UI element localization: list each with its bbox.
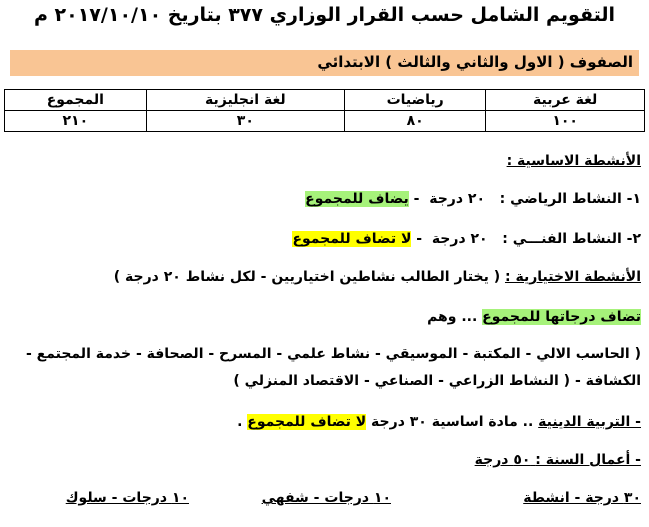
breakdown-behavior: ١٠ درجات - سلوك: [65, 490, 189, 506]
optional-list-line-2: الكشافة - ( النشاط الزراعي - الصناعي - الاقتصاد المنزلي ): [233, 373, 641, 389]
grades-table: [4, 89, 645, 132]
table-cell: ٢١٠: [5, 111, 147, 132]
art-activity-note: لا تضاف للمجموع: [292, 231, 412, 247]
table-header: لغة انجليزية: [146, 90, 344, 111]
optional-activities-line: [114, 269, 641, 285]
table-header: المجموع: [5, 90, 147, 111]
table-header-row: [5, 90, 645, 111]
math-activity-score: ٢٠ درجة: [429, 191, 485, 207]
grades-band-label: الصفوف ( الاول والثاني والثالث ) الابتدائي: [317, 53, 633, 71]
grades-band: [10, 50, 639, 76]
page-title: التقويم الشامل حسب القرار الوزاري ٣٧٧ بتاريخ ٢٠١٧/١٠/١٠ م: [33, 4, 616, 26]
optional-added-line: [427, 309, 641, 325]
math-activity-note: يضاف للمجموع: [305, 191, 409, 207]
optional-added-note: تضاف درجاتها للمجموع: [482, 309, 641, 325]
breakdown-activities: ٣٠ درجة - انشطة: [523, 490, 641, 506]
religion-label: - التربية الدينية: [538, 414, 641, 430]
optional-activities-heading: الأنشطة الاختيارية :: [504, 269, 641, 285]
optional-list-line-1: ( الحاسب الالي - المكتبة - الموسيقي - نشاط علمي - المسرح - الصحافة - خدمة المجتمع -: [25, 346, 641, 362]
table-row: [5, 111, 645, 132]
year-work-label: - أعمال السنة :: [535, 452, 641, 468]
religion-end: .: [237, 414, 248, 430]
table-cell: ١٠٠: [486, 111, 645, 132]
art-activity-line: [292, 231, 641, 247]
religion-desc: .. مادة اساسية ٣٠ درجة: [366, 414, 539, 430]
table-header: رياضيات: [344, 90, 485, 111]
table-cell: ٨٠: [344, 111, 485, 132]
optional-activities-desc: ( يختار الطالب نشاطين اختياريين - لكل نشاط ٢٠ درجة ): [113, 269, 501, 285]
year-work-score: ٥٠ درجة: [474, 452, 536, 468]
art-activity-label: ٢- النشاط الفنـــي :: [502, 231, 641, 247]
breakdown-oral: ١٠ درجات - شفهي: [261, 490, 391, 506]
year-work-line: [475, 452, 641, 468]
math-activity-line: [305, 191, 641, 207]
art-activity-score: ٢٠ درجة: [431, 231, 488, 247]
religion-note: لا تضاف للمجموع: [247, 414, 367, 430]
table-cell: ٣٠: [146, 111, 344, 132]
table-header: لغة عربية: [486, 90, 645, 111]
math-activity-label: ١- النشاط الرياضي :: [499, 191, 641, 207]
separator: -: [413, 191, 420, 207]
basic-activities-heading: الأنشطة الاساسية :: [506, 153, 641, 169]
religion-line: [237, 414, 641, 430]
optional-added-suffix: ... وهم: [427, 309, 483, 325]
separator: -: [416, 231, 423, 247]
